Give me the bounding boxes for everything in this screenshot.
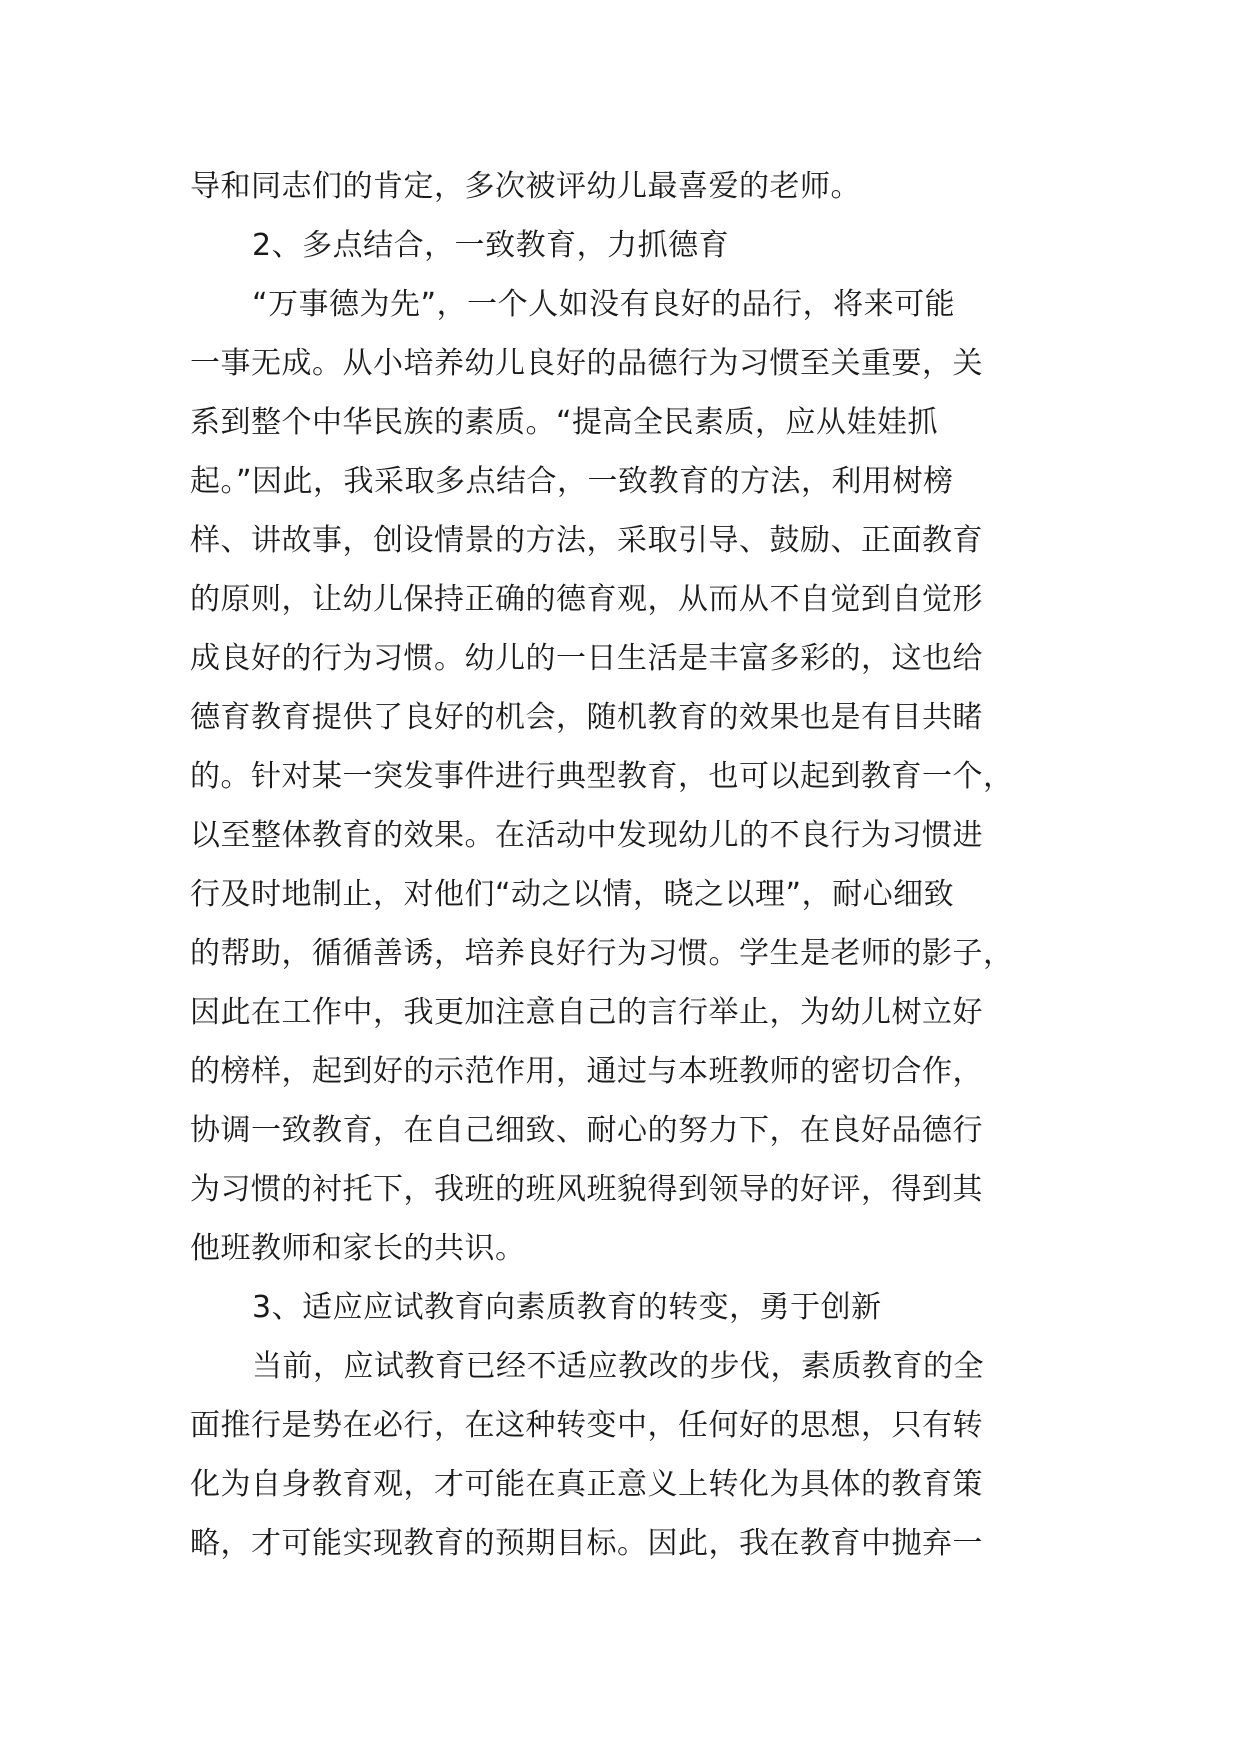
paragraph-first-line: 当前，应试教育已经不适应教改的步伐，素质教育的全 (252, 1349, 984, 1384)
text-line: 因此在工作中，我更加注意自己的言行举止，为幼儿树立好 (190, 995, 983, 1030)
text-line: 行及时地制止，对他们“动之以情，晓之以理”，耐心细致 (190, 877, 955, 912)
text-line: 的榜样，起到好的示范作用，通过与本班教师的密切合作， (190, 1054, 983, 1089)
paragraph-first-line: “万事德为先”，一个人如没有良好的品行，将来可能 (252, 287, 956, 322)
document-body (190, 157, 1060, 1573)
text-line: 的帮助，循循善诱，培养良好行为习惯。学生是老师的影子， (190, 936, 1014, 971)
text-line: 的原则，让幼儿保持正确的德育观，从而从不自觉到自觉形 (190, 582, 983, 617)
text-line: 为习惯的衬托下，我班的班风班貌得到领导的好评，得到其 (190, 1172, 983, 1207)
paragraph-first-line: 2、多点结合，一致教育，力抓德育 (252, 228, 730, 263)
text-line: 一事无成。从小培养幼儿良好的品德行为习惯至关重要，关 (190, 346, 983, 381)
text-line: 起。”因此，我采取多点结合，一致教育的方法，利用树榜 (190, 464, 954, 499)
text-line: 略，才可能实现教育的预期目标。因此，我在教育中抛弃一 (190, 1526, 983, 1561)
text-line: 化为自身教育观，才可能在真正意义上转化为具体的教育策 (190, 1467, 983, 1502)
text-line: 协调一致教育，在自己细致、耐心的努力下，在良好品德行 (190, 1113, 983, 1148)
text-line: 他班教师和家长的共识。 (190, 1231, 526, 1266)
paragraph-first-line: 3、适应应试教育向素质教育的转变，勇于创新 (252, 1290, 882, 1325)
text-line: 样、讲故事，创设情景的方法，采取引导、鼓励、正面教育 (190, 523, 983, 558)
text-line: 的。针对某一突发事件进行典型教育，也可以起到教育一个， (190, 759, 1014, 794)
text-line: 面推行是势在必行，在这种转变中，任何好的思想，只有转 (190, 1408, 983, 1443)
text-line: 成良好的行为习惯。幼儿的一日生活是丰富多彩的，这也给 (190, 641, 983, 676)
text-line: 以至整体教育的效果。在活动中发现幼儿的不良行为习惯进 (190, 818, 983, 853)
text-line: 德育教育提供了良好的机会，随机教育的效果也是有目共睹 (190, 700, 983, 735)
text-line: 系到整个中华民族的素质。“提高全民素质，应从娃娃抓 (190, 405, 939, 440)
text-line: 导和同志们的肯定，多次被评幼儿最喜爱的老师。 (190, 169, 861, 204)
